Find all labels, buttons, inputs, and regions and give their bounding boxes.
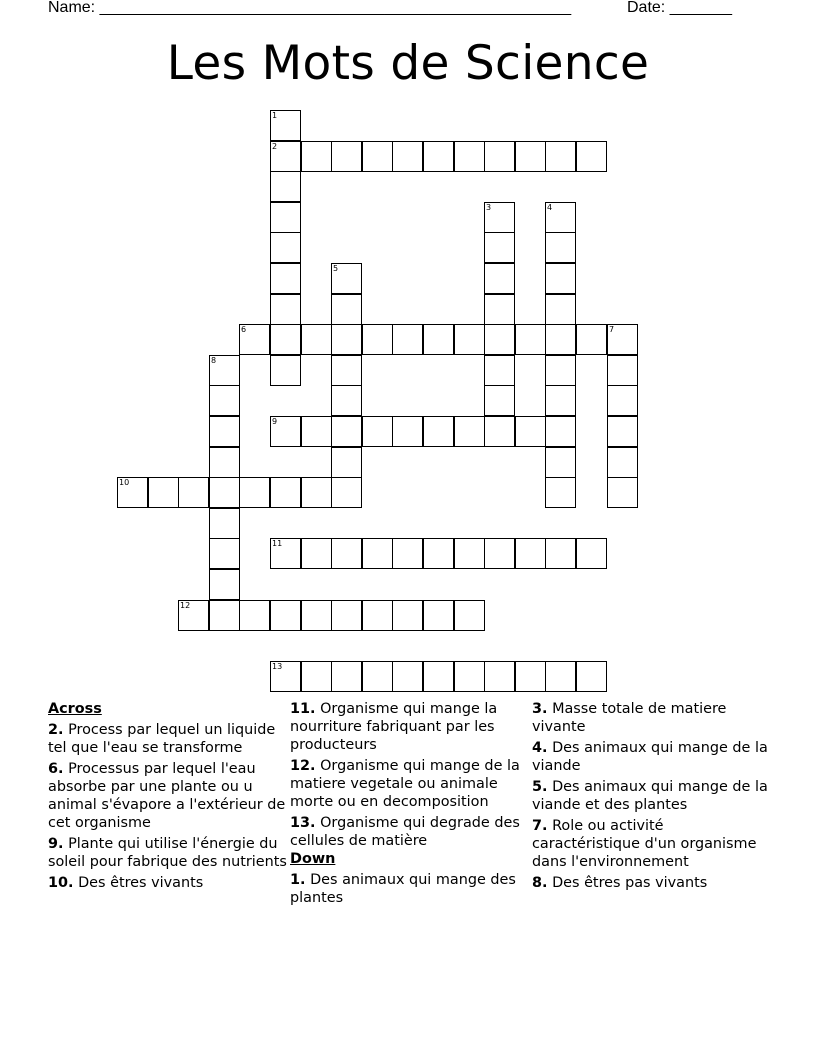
- grid-cell[interactable]: [484, 385, 515, 416]
- clue-number: 13: [272, 662, 283, 671]
- grid-cell[interactable]: [392, 324, 423, 355]
- clue-down-5: 5. Des animaux qui mange de la viande et des plantes: [532, 779, 768, 813]
- clue-down-3: 3. Masse totale de matiere vivante: [532, 701, 727, 735]
- clue-number: 5: [333, 264, 339, 273]
- grid-cell[interactable]: [301, 416, 332, 447]
- grid-cell[interactable]: [301, 661, 332, 692]
- grid-cell[interactable]: [454, 661, 485, 692]
- grid-cell[interactable]: [117, 477, 148, 508]
- grid-cell[interactable]: [301, 477, 332, 508]
- grid-cell[interactable]: [331, 447, 362, 478]
- grid-cell[interactable]: [331, 538, 362, 569]
- grid-cell[interactable]: [515, 141, 546, 172]
- grid-cell[interactable]: [545, 232, 576, 263]
- grid-cell[interactable]: [331, 294, 362, 325]
- grid-cell[interactable]: [209, 416, 240, 447]
- grid-cell[interactable]: [454, 324, 485, 355]
- clue-number: 4: [547, 203, 553, 212]
- grid-cell[interactable]: [454, 600, 485, 631]
- grid-cell[interactable]: [515, 416, 546, 447]
- grid-cell[interactable]: [239, 477, 270, 508]
- grid-cell[interactable]: [392, 600, 423, 631]
- grid-cell[interactable]: [484, 661, 515, 692]
- grid-cell[interactable]: [392, 416, 423, 447]
- page-title: Les Mots de Science: [166, 36, 650, 91]
- grid-cell[interactable]: [270, 538, 301, 569]
- grid-cell[interactable]: [545, 385, 576, 416]
- grid-cell[interactable]: [423, 661, 454, 692]
- grid-cell[interactable]: [484, 141, 515, 172]
- grid-cell[interactable]: [423, 538, 454, 569]
- date-field[interactable]: Date: _______: [627, 0, 732, 16]
- grid-cell[interactable]: [362, 661, 393, 692]
- grid-cell[interactable]: [209, 600, 240, 631]
- down-heading: Down: [290, 851, 336, 867]
- grid-cell[interactable]: [178, 477, 209, 508]
- clue-number: 10: [119, 478, 130, 487]
- clue-number: 7: [609, 325, 615, 334]
- grid-cell[interactable]: [515, 661, 546, 692]
- grid-cell[interactable]: [423, 600, 454, 631]
- grid-cell[interactable]: [209, 508, 240, 539]
- grid-cell[interactable]: [454, 416, 485, 447]
- clue-number: 3: [486, 203, 492, 212]
- grid-cell[interactable]: [454, 141, 485, 172]
- grid-cell[interactable]: [392, 538, 423, 569]
- grid-cell[interactable]: [545, 263, 576, 294]
- grid-cell[interactable]: [545, 477, 576, 508]
- grid-cell[interactable]: [362, 600, 393, 631]
- grid-cell[interactable]: [331, 385, 362, 416]
- grid-cell[interactable]: [454, 538, 485, 569]
- grid-cell[interactable]: [362, 538, 393, 569]
- across-heading: Across: [48, 701, 102, 717]
- grid-cell[interactable]: [209, 477, 240, 508]
- grid-cell[interactable]: [484, 355, 515, 386]
- grid-cell[interactable]: [545, 294, 576, 325]
- grid-cell[interactable]: [270, 416, 301, 447]
- grid-cell[interactable]: [209, 538, 240, 569]
- clue-across-9: 9. Plante qui utilise l'énergie du soleil pour fabrique des nutrients: [48, 836, 287, 870]
- grid-cell[interactable]: [209, 355, 240, 386]
- grid-cell[interactable]: [545, 447, 576, 478]
- grid-cell[interactable]: [576, 141, 607, 172]
- clue-across-6: 6. Processus par lequel l'eau absorbe par une plante ou u animal s'évapore a l'extérieur de cet organisme: [48, 761, 286, 831]
- grid-cell[interactable]: [576, 661, 607, 692]
- grid-cell[interactable]: [301, 600, 332, 631]
- grid-cell[interactable]: [178, 600, 209, 631]
- grid-cell[interactable]: [209, 569, 240, 600]
- clue-across-10: 10. Des êtres vivants: [48, 875, 204, 891]
- grid-cell[interactable]: [423, 141, 454, 172]
- clues-column-1: [48, 700, 288, 895]
- grid-cell[interactable]: [576, 324, 607, 355]
- clue-down-1: 1. Des animaux qui mange des plantes: [290, 872, 516, 906]
- clue-number: 9: [272, 417, 278, 426]
- grid-cell[interactable]: [545, 538, 576, 569]
- grid-cell[interactable]: [331, 661, 362, 692]
- clue-number: 1: [272, 111, 278, 120]
- grid-cell[interactable]: [270, 171, 301, 202]
- grid-cell[interactable]: [484, 324, 515, 355]
- grid-cell[interactable]: [270, 477, 301, 508]
- clues-column-3: [532, 700, 772, 895]
- clue-number: 8: [211, 356, 217, 365]
- grid-cell[interactable]: [607, 477, 638, 508]
- clue-number: 6: [241, 325, 247, 334]
- clue-across-2: 2. Process par lequel un liquide tel que l'eau se transforme: [48, 722, 276, 756]
- grid-cell[interactable]: [270, 232, 301, 263]
- clue-number: 12: [180, 601, 191, 610]
- grid-cell[interactable]: [484, 416, 515, 447]
- clue-down-7: 7. Role ou activité caractéristique d'un organisme dans l'environnement: [532, 818, 757, 870]
- grid-cell[interactable]: [607, 355, 638, 386]
- grid-cell[interactable]: [607, 416, 638, 447]
- grid-cell[interactable]: [301, 141, 332, 172]
- grid-cell[interactable]: [331, 416, 362, 447]
- grid-cell[interactable]: [362, 416, 393, 447]
- grid-cell[interactable]: [484, 538, 515, 569]
- grid-cell[interactable]: [545, 416, 576, 447]
- grid-cell[interactable]: [148, 477, 179, 508]
- grid-cell[interactable]: [270, 661, 301, 692]
- grid-cell[interactable]: [331, 324, 362, 355]
- grid-cell[interactable]: [607, 447, 638, 478]
- grid-cell[interactable]: [607, 324, 638, 355]
- grid-cell[interactable]: [423, 324, 454, 355]
- grid-cell[interactable]: [331, 355, 362, 386]
- grid-cell[interactable]: [270, 141, 301, 172]
- grid-cell[interactable]: [270, 324, 301, 355]
- grid-cell[interactable]: [301, 324, 332, 355]
- grid-cell[interactable]: [239, 600, 270, 631]
- grid-cell[interactable]: [362, 141, 393, 172]
- clue-across-11: 11. Organisme qui mange la nourriture fabriquant par les producteurs: [290, 701, 498, 753]
- grid-cell[interactable]: [270, 600, 301, 631]
- grid-cell[interactable]: [545, 141, 576, 172]
- clue-down-8: 8. Des êtres pas vivants: [532, 875, 708, 891]
- grid-cell[interactable]: [545, 355, 576, 386]
- grid-cell[interactable]: [392, 141, 423, 172]
- grid-cell[interactable]: [515, 324, 546, 355]
- grid-cell[interactable]: [209, 447, 240, 478]
- clue-number: 2: [272, 142, 278, 151]
- grid-cell[interactable]: [301, 538, 332, 569]
- grid-cell[interactable]: [576, 538, 607, 569]
- grid-cell[interactable]: [545, 324, 576, 355]
- grid-cell[interactable]: [239, 324, 270, 355]
- grid-cell[interactable]: [270, 202, 301, 233]
- clue-down-4: 4. Des animaux qui mange de la viande: [532, 740, 768, 774]
- grid-cell[interactable]: [270, 263, 301, 294]
- grid-cell[interactable]: [209, 385, 240, 416]
- grid-cell[interactable]: [331, 600, 362, 631]
- clue-across-13: 13. Organisme qui degrade des cellules de matière: [290, 815, 520, 849]
- grid-cell[interactable]: [331, 263, 362, 294]
- grid-cell[interactable]: [484, 202, 515, 233]
- grid-cell[interactable]: [392, 661, 423, 692]
- grid-cell[interactable]: [423, 416, 454, 447]
- clue-across-12: 12. Organisme qui mange de la matiere vegetale ou animale morte ou en decomposition: [290, 758, 520, 810]
- grid-cell[interactable]: [484, 232, 515, 263]
- grid-cell[interactable]: [331, 141, 362, 172]
- grid-cell[interactable]: [331, 477, 362, 508]
- grid-cell[interactable]: [607, 385, 638, 416]
- grid-cell[interactable]: [270, 110, 301, 141]
- grid-cell[interactable]: [362, 324, 393, 355]
- clues-column-2: [290, 700, 530, 910]
- grid-cell[interactable]: [545, 661, 576, 692]
- grid-cell[interactable]: [484, 263, 515, 294]
- grid-cell[interactable]: [545, 202, 576, 233]
- grid-cell[interactable]: [515, 538, 546, 569]
- grid-cell[interactable]: [270, 355, 301, 386]
- clue-number: 11: [272, 539, 283, 548]
- grid-cell[interactable]: [270, 294, 301, 325]
- grid-cell[interactable]: [484, 294, 515, 325]
- name-field[interactable]: Name: _____________________________________________________: [48, 0, 572, 16]
